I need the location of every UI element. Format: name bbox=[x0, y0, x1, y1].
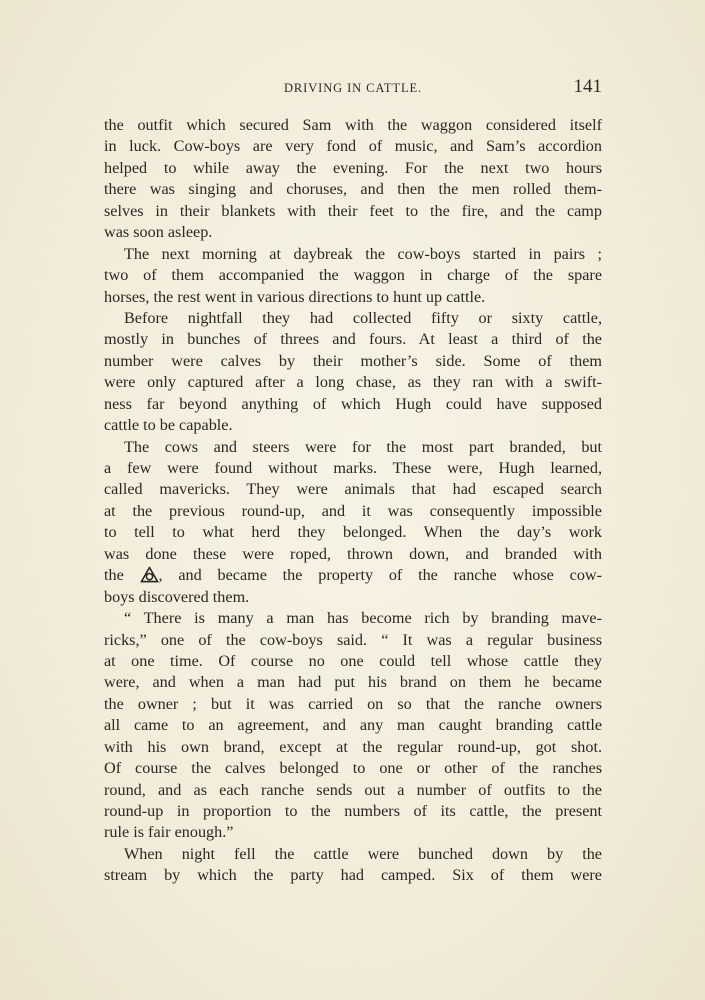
text-line: ricks,” one of the cow-boys said. “ It was a regular business bbox=[104, 630, 602, 649]
text-line: selves in their blankets with their feet to the fire, and the camp bbox=[104, 201, 602, 220]
text-line: The next morning at daybreak the cow-boys started in pairs ; bbox=[124, 244, 602, 263]
text-line: was done these were roped, thrown down, and branded with bbox=[104, 544, 602, 563]
text-line: round-up in proportion to the numbers of its cattle, the present bbox=[104, 802, 602, 820]
text-fragment: , and became the property of the ranche whose cow- bbox=[158, 566, 602, 585]
text-line: with his own brand, except at the regular round-up, got shot. bbox=[104, 737, 602, 756]
text-line: two of them accompanied the waggon in charge of the spare bbox=[104, 266, 602, 285]
text-line: the owner ; but it was carried on so that the ranche owners bbox=[104, 694, 602, 713]
text-line: were only captured after a long chase, as they ran with a swift- bbox=[104, 373, 602, 392]
text-line: horses, the rest went in various directions to hunt up cattle. bbox=[104, 287, 486, 306]
text-line: at one time. Of course no one could tell whose cattle they bbox=[104, 651, 602, 670]
text-line: called mavericks. They were animals that had escaped search bbox=[104, 480, 602, 499]
text-line: mostly in bunches of threes and fours. At least a third of the bbox=[104, 330, 602, 349]
text-line: The cows and steers were for the most part branded, but bbox=[124, 437, 602, 456]
body-text bbox=[104, 115, 602, 887]
page-number: 141 bbox=[573, 76, 602, 97]
text-line: at the previous round-up, and it was consequently impossible bbox=[104, 501, 602, 520]
text-line: helped to while away the evening. For the next two hours bbox=[104, 158, 602, 177]
text-line: rule is fair enough.” bbox=[104, 823, 234, 842]
text-line: was soon asleep. bbox=[104, 223, 213, 242]
text-line: the outfit which secured Sam with the waggon considered itself bbox=[104, 116, 602, 134]
text-line: a few were found without marks. These were, Hugh learned, bbox=[104, 459, 602, 477]
text-line: Before nightfall they had collected fifty or sixty cattle, bbox=[124, 308, 602, 327]
text-line: there was singing and choruses, and then the men rolled them- bbox=[104, 180, 602, 199]
running-title: DRIVING IN CATTLE. bbox=[284, 81, 423, 95]
text-line: number were calves by their mother’s side. Some of them bbox=[104, 351, 602, 370]
text-line: “ There is many a man has become rich by branding mave- bbox=[124, 609, 602, 628]
text-line: When night fell the cattle were bunched down by the bbox=[124, 844, 602, 863]
text-line: ness far beyond anything of which Hugh could have supposed bbox=[104, 394, 602, 413]
text-line: to tell to what herd they belonged. When the day’s work bbox=[104, 523, 602, 542]
text-fragment: the bbox=[104, 566, 140, 585]
text-line: in luck. Cow-boys are very fond of music, and Sam’s accordion bbox=[104, 137, 602, 156]
text-line: boys discovered them. bbox=[104, 587, 250, 606]
page-header bbox=[104, 76, 604, 100]
text-line: were, and when a man had put his brand on them he became bbox=[104, 673, 602, 692]
triangle-circle-brand-icon bbox=[140, 566, 159, 583]
text-line bbox=[104, 565, 602, 586]
text-line: all came to an agreement, and any man caught branding cattle bbox=[104, 716, 602, 735]
text-line: Of course the calves belonged to one or other of the ranches bbox=[104, 759, 602, 778]
text-line: round, and as each ranche sends out a number of outfits to the bbox=[104, 780, 602, 799]
text-line: stream by which the party had camped. Six of them were bbox=[104, 866, 602, 885]
text-line: cattle to be capable. bbox=[104, 416, 233, 435]
